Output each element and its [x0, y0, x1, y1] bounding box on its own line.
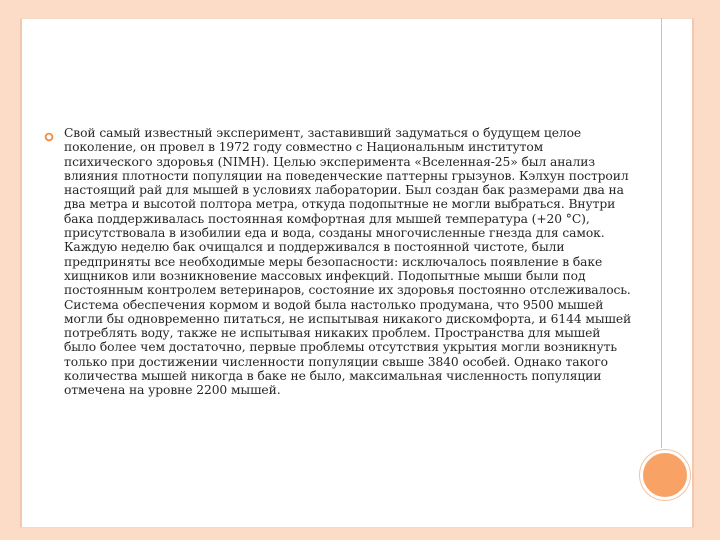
right-frame-band	[694, 0, 720, 540]
ring-bullet-icon	[44, 132, 54, 142]
top-frame-band	[20, 0, 720, 18]
bottom-frame-band	[20, 528, 720, 540]
left-frame-band	[0, 0, 20, 540]
decorative-circle	[640, 450, 690, 500]
decorative-vertical-line	[661, 18, 662, 448]
slide-body-paragraph: Свой самый известный эксперимент, заставивший задуматься о будущем целое поколение, он провел в 1972 году совместно с Национальным институтом психического здоровья (NIMH). Целью эксперимента «Вселенная-25» был анализ влияния плотности популяции на поведенческие паттерны грызунов. Кэлхун построил настоящий рай для мышей в условиях лаборатории. Был создан бак размерами два на два метра и высотой полтора метра, откуда подопытные не могли выбраться. Внутри бака поддерживалась постоянная комфортная для мышей температура (+20 °C), присутствовала в изобилии еда и вода, созданы многочисленные гнезда для самок. Каждую неделю бак очищался и поддерживался в постоянной чистоте, были предприняты все необходимые меры безопасности: исключалось появление в баке хищников или возникновение массовых инфекций. Подопытные мыши были под постоянным контролем ветеринаров, состояние их здоровья постоянно отслеживалось. Система обеспечения кормом и водой была настолько продумана, что 9500 мышей могли бы одновременно питаться, не испытывая никакого дискомфорта, и 6144 мышей потреблять воду, также не испытывая никаких проблем. Пространства для мышей было более чем достаточно, первые проблемы отсутствия укрытия могли возникнуть только при достижении численности популяции свыше 3840 особей. Однако такого количества мышей никогда в баке не было, максимальная численность популяции отмечена на уровне 2200 мышей.	[64, 126, 632, 398]
